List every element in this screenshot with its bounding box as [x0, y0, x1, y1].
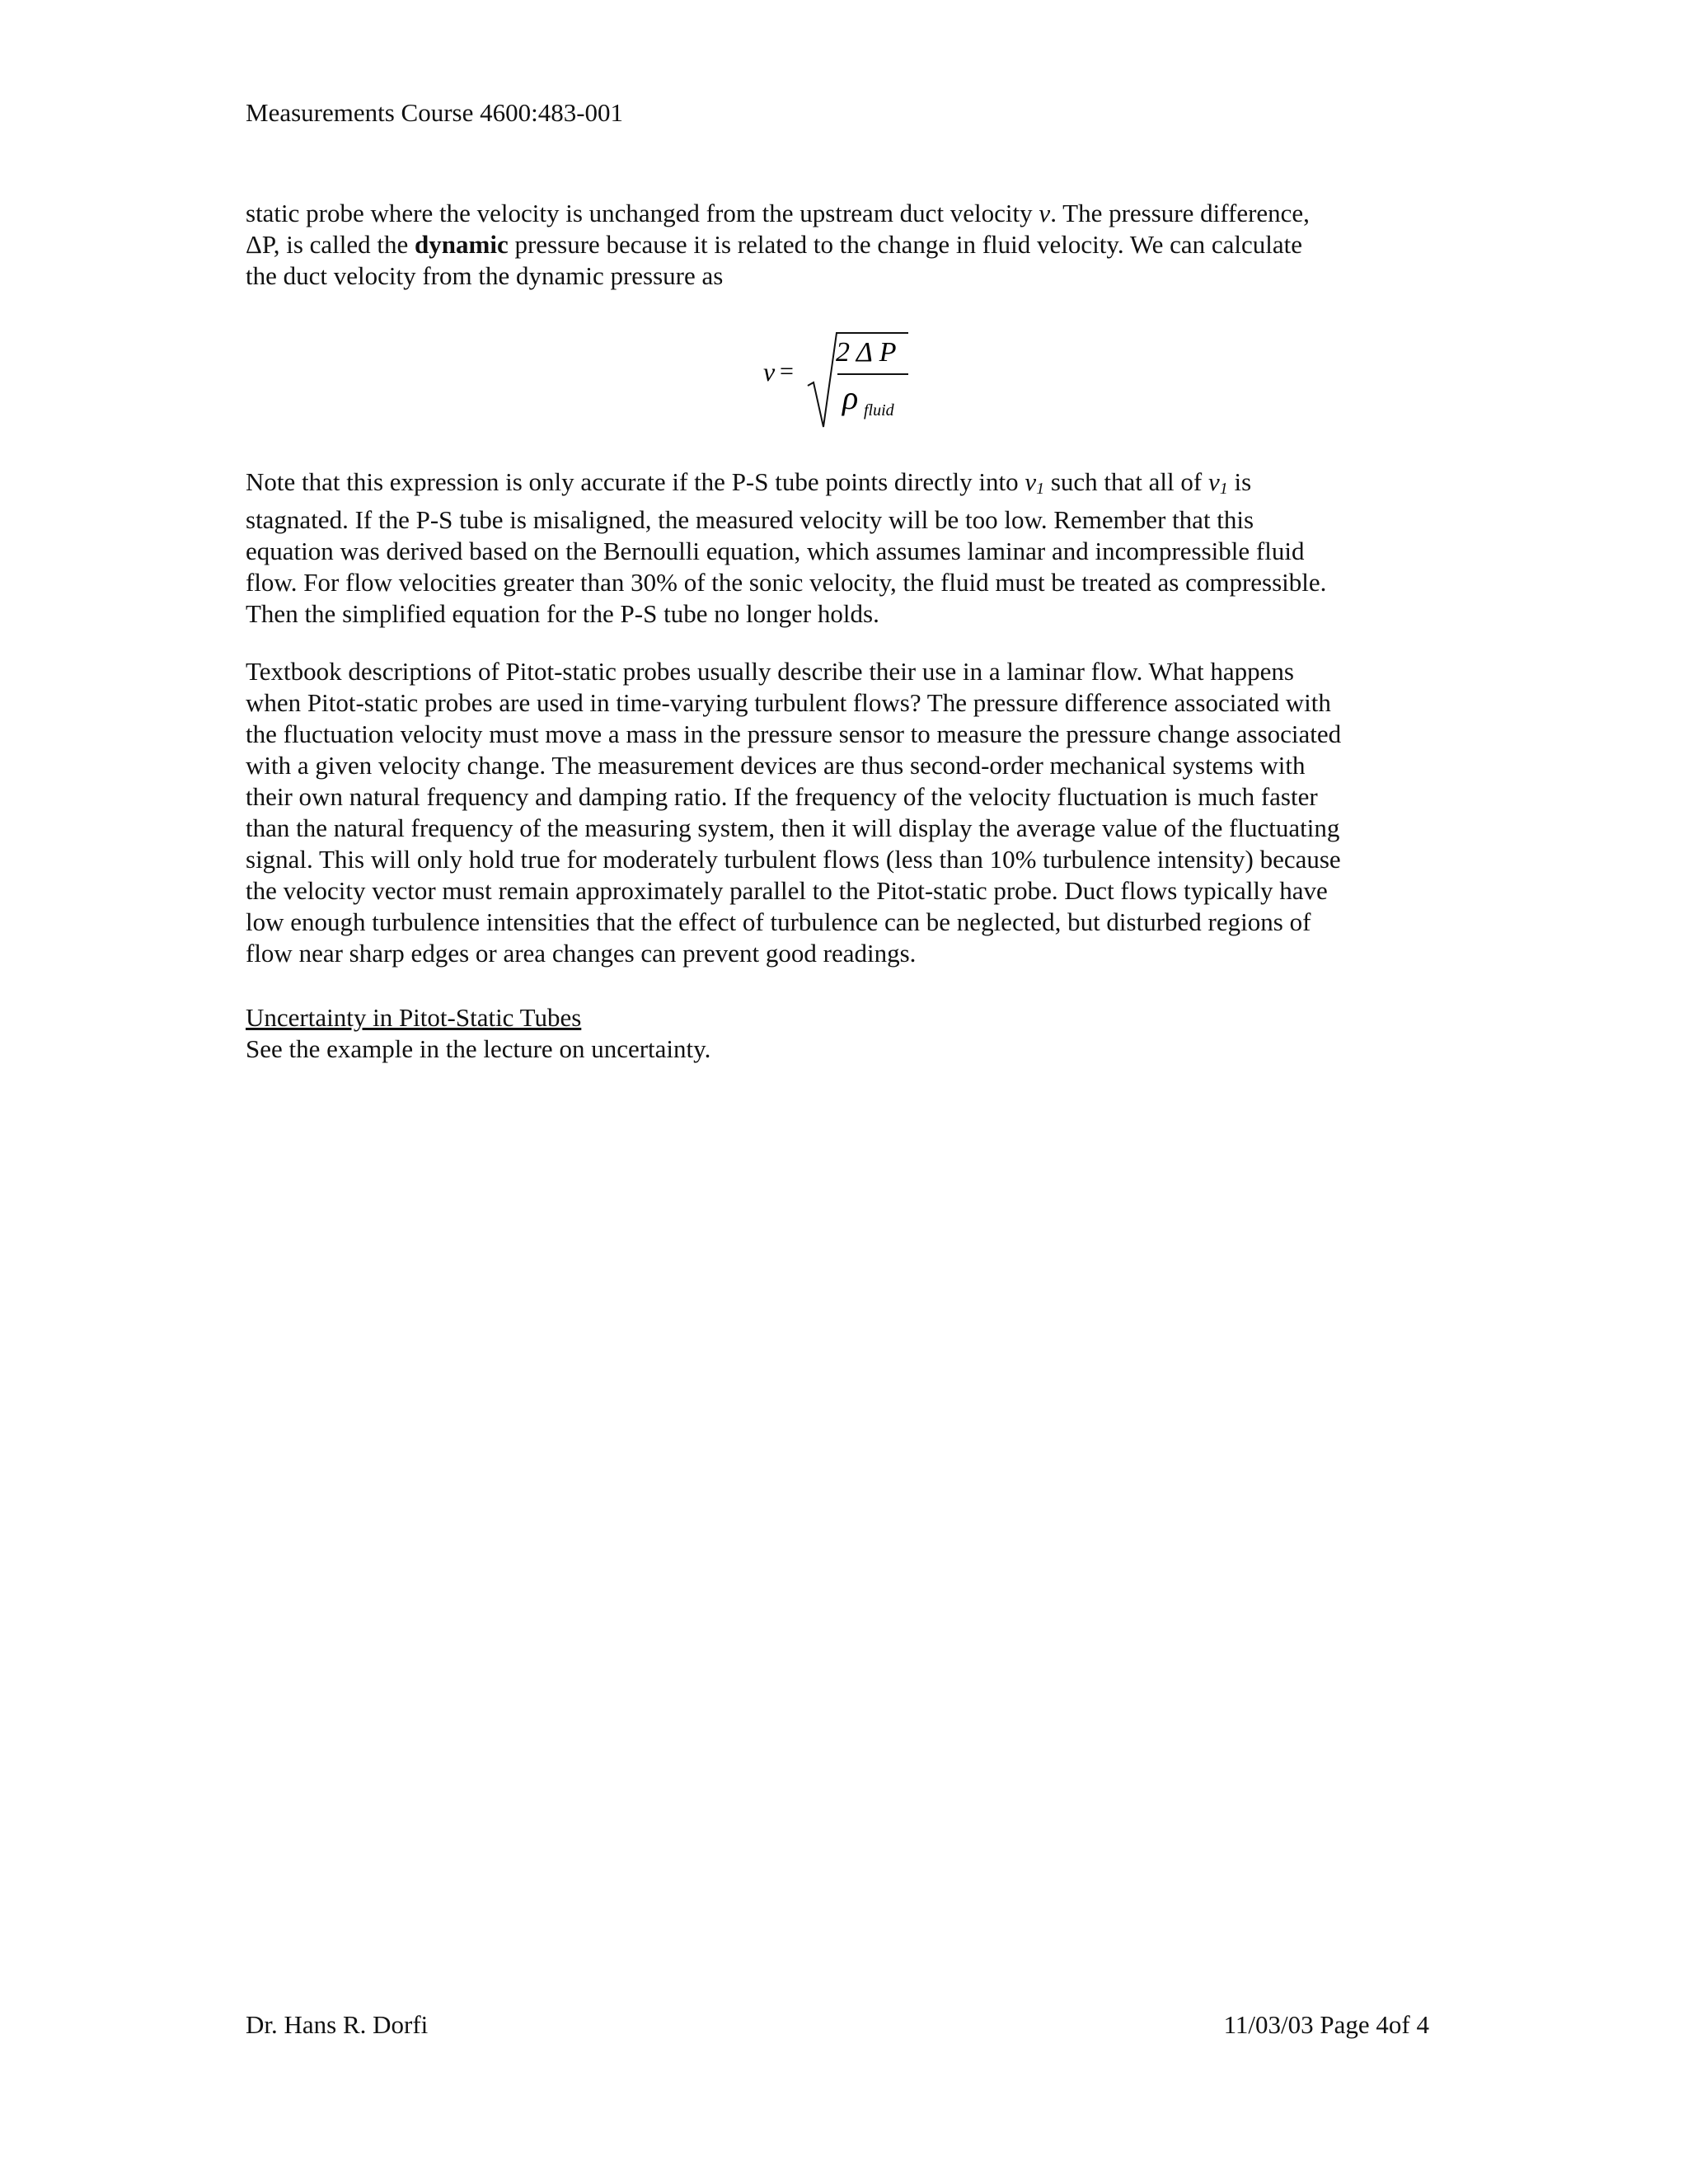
text-line: low enough turbulence intensities that the effect of turbulence can be neglected, but disturbed regions of [246, 907, 1311, 936]
equation-rho: ρ [842, 379, 859, 416]
text-run: is [1227, 467, 1252, 496]
page-header: Measurements Course 4600:483-001 [246, 98, 624, 127]
equation-lhs: v [763, 357, 776, 387]
text-line: flow. For flow velocities greater than 30% of the sonic velocity, the fluid must be treated as compressible. [246, 568, 1327, 597]
text-run: . The pressure difference, [1050, 199, 1310, 227]
text-line: flow near sharp edges or area changes can prevent good readings. [246, 939, 917, 968]
equation-numerator: 2 Δ P [836, 337, 897, 368]
text-line: the fluctuation velocity must move a mass in the pressure sensor to measure the pressure change associated [246, 719, 1342, 748]
velocity-symbol: v [1025, 467, 1037, 496]
text-run: pressure because it is related to the change in fluid velocity. We can calculate [508, 230, 1303, 259]
footer-page-info: 11/03/03 Page 4of 4 [1223, 2010, 1429, 2039]
paragraph-turbulent-flows [246, 656, 1449, 969]
text-line [246, 466, 1449, 504]
subscript: 1 [1219, 480, 1228, 498]
section-text: See the example in the lecture on uncertainty. [246, 1034, 711, 1063]
equation-equals: = [780, 358, 794, 385]
text-line: their own natural frequency and damping ratio. If the frequency of the velocity fluctuation is much faster [246, 782, 1318, 811]
velocity-symbol: v [1207, 467, 1220, 496]
text-line: when Pitot-static probes are used in time-varying turbulent flows? The pressure difference associated with [246, 688, 1331, 717]
bold-term: dynamic [415, 230, 509, 259]
text-line: Then the simplified equation for the P-S tube no longer holds. [246, 599, 879, 628]
paragraph-accuracy-note [246, 466, 1449, 630]
equation-graphic [762, 326, 918, 434]
text-line: signal. This will only hold true for moderately turbulent flows (less than 10% turbulence intensity) because [246, 845, 1341, 874]
text-line: than the natural frequency of the measuring system, then it will display the average value of the fluctuating [246, 813, 1340, 842]
text-line: Textbook descriptions of Pitot-static probes usually describe their use in a laminar flow. What happens [246, 657, 1294, 686]
text-line [246, 229, 1449, 260]
text-line: stagnated. If the P-S tube is misaligned, the measured velocity will be too low. Remember that this [246, 505, 1254, 534]
section-uncertainty [246, 1002, 1449, 1065]
text-line [246, 198, 1449, 229]
velocity-equation [762, 326, 918, 434]
equation-rho-subscript: fluid [864, 401, 894, 419]
subscript: 1 [1036, 480, 1045, 498]
text-run: such that all of [1044, 467, 1208, 496]
section-heading: Uncertainty in Pitot-Static Tubes [246, 1003, 582, 1032]
footer-author: Dr. Hans R. Dorfi [246, 2010, 429, 2039]
paragraph-dynamic-pressure [246, 198, 1449, 292]
text-line: the duct velocity from the dynamic pressure as [246, 261, 724, 290]
velocity-symbol: v [1039, 199, 1051, 227]
text-run: ΔP, is called the [246, 230, 415, 259]
text-line: with a given velocity change. The measurement devices are thus second-order mechanical systems with [246, 751, 1306, 780]
text-run: static probe where the velocity is unchanged from the upstream duct velocity [246, 199, 1039, 227]
text-line: equation was derived based on the Bernoulli equation, which assumes laminar and incompressible fluid [246, 537, 1305, 565]
text-line: the velocity vector must remain approximately parallel to the Pitot-static probe. Duct flows typically have [246, 876, 1328, 905]
text-run: Note that this expression is only accurate if the P-S tube points directly into [246, 467, 1025, 496]
